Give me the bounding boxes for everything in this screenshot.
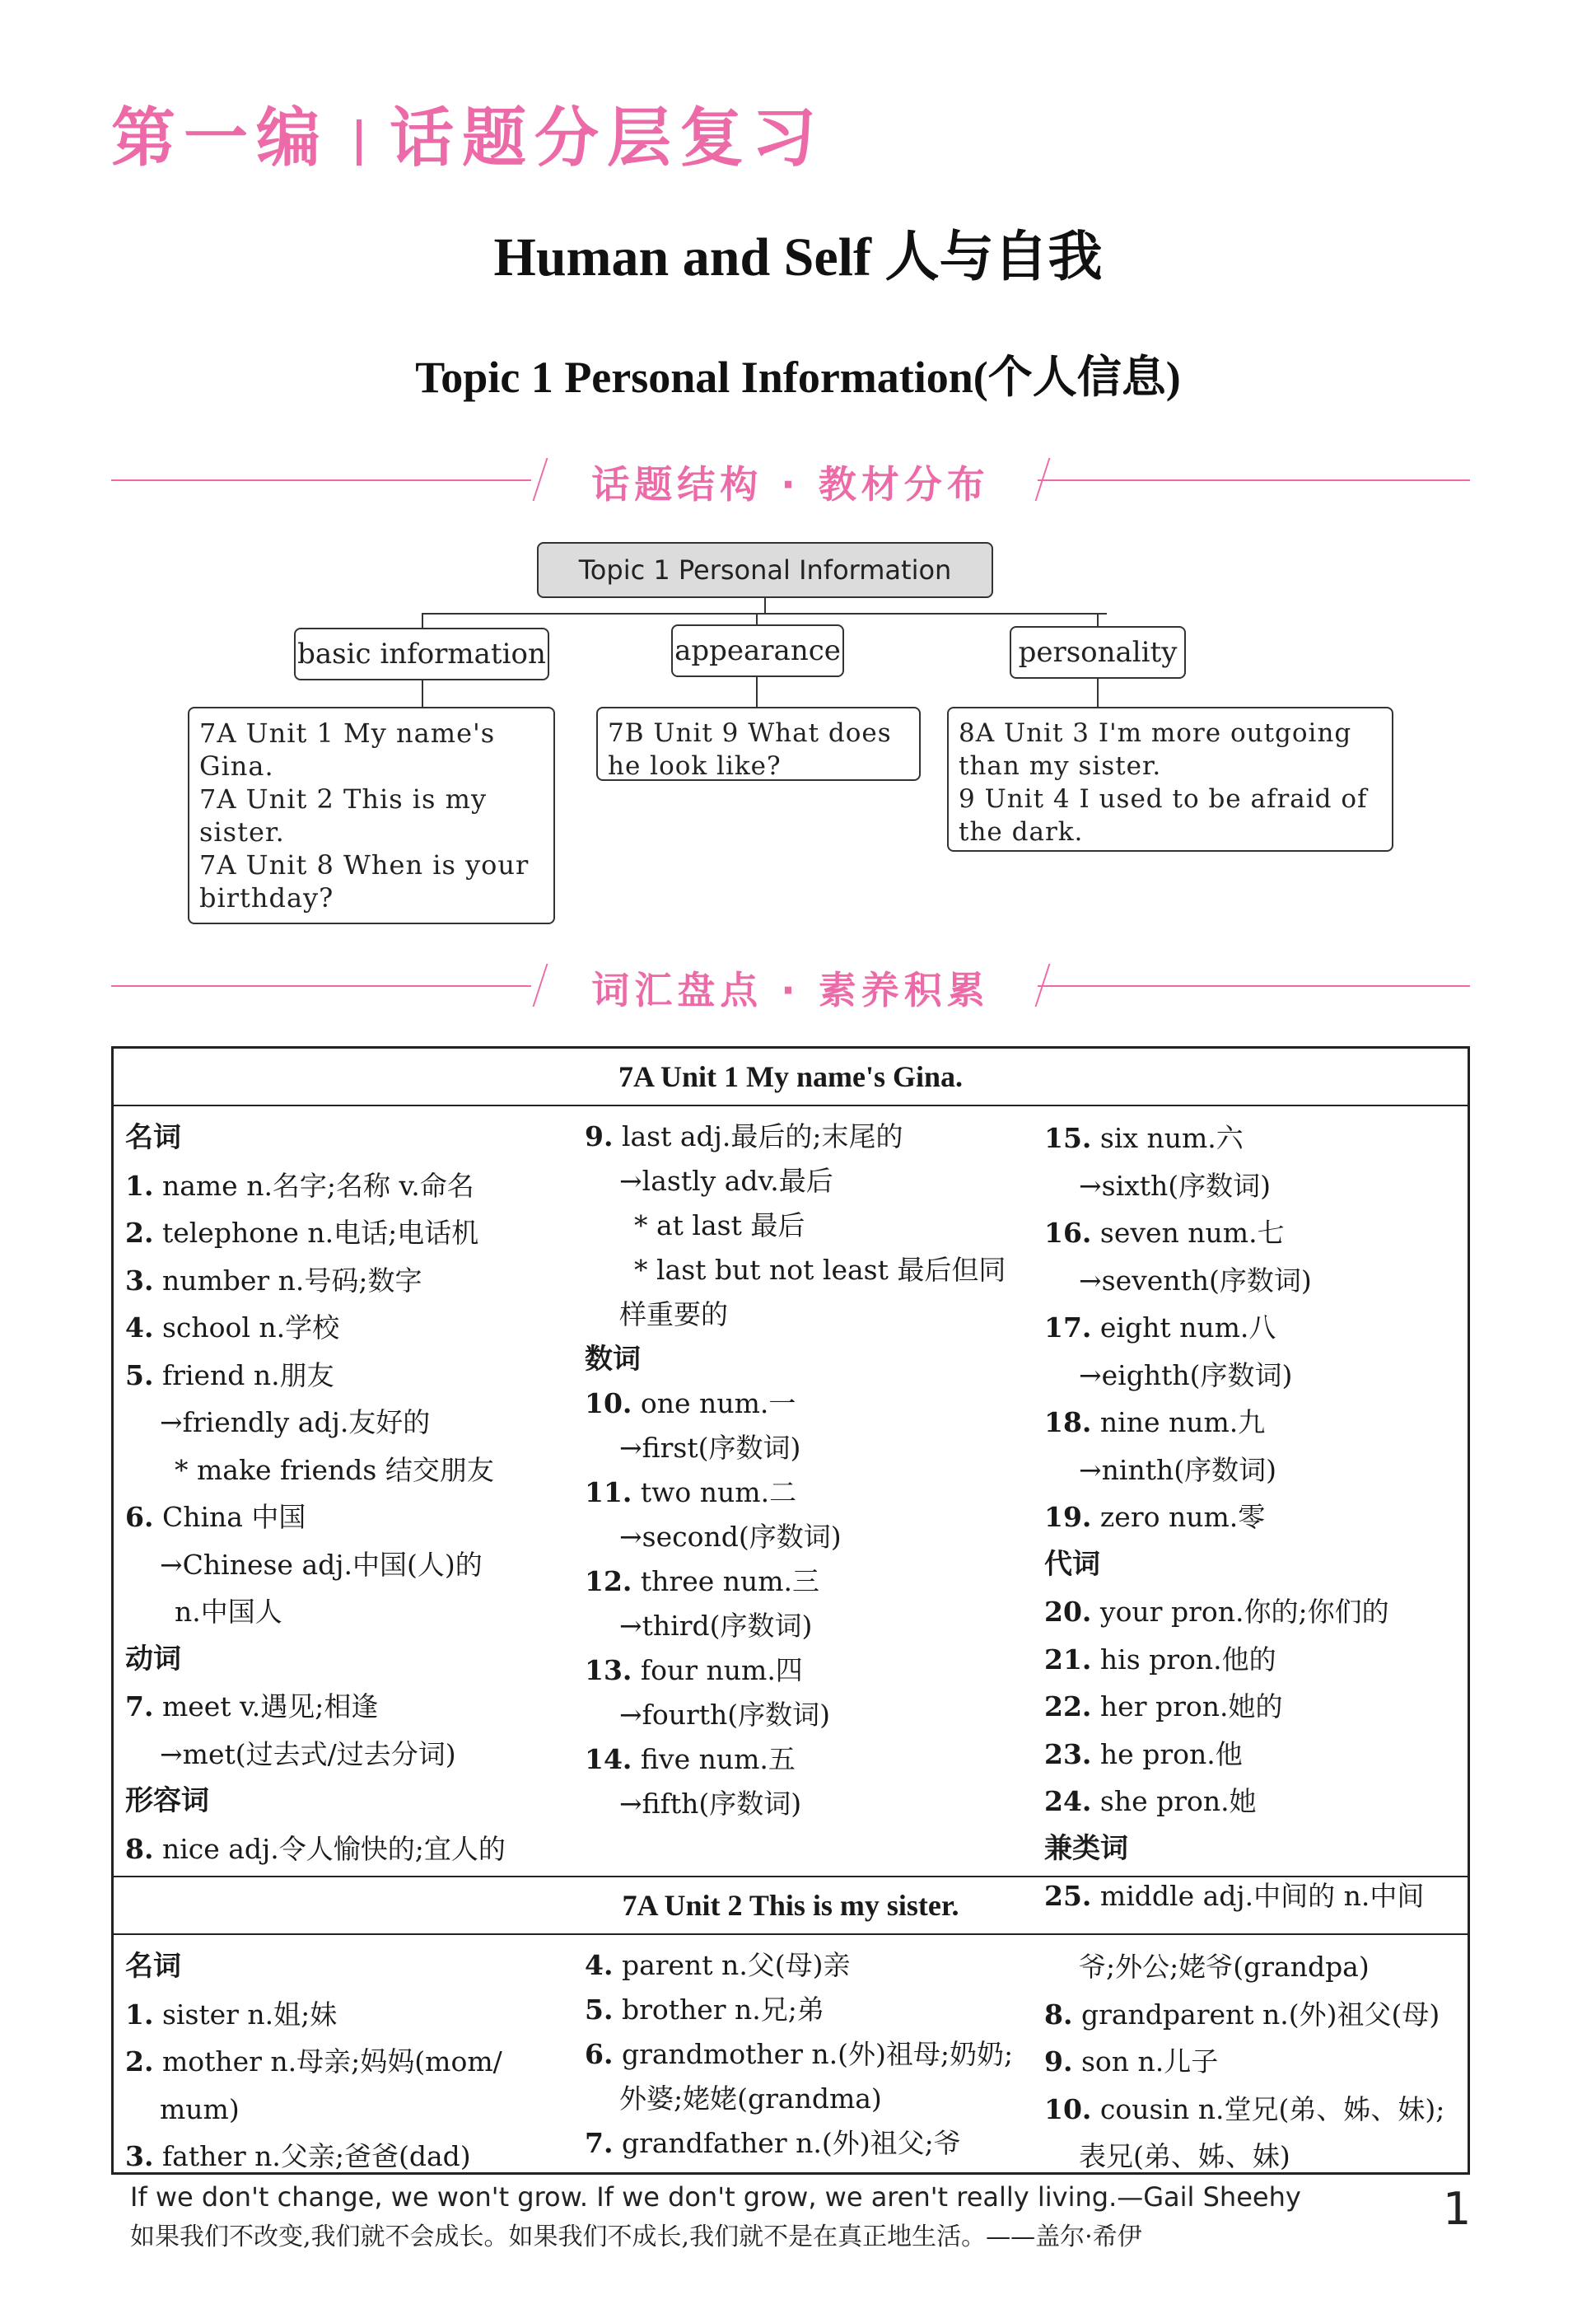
vocab-item <box>1044 1115 1464 1162</box>
item-text: two num.二 <box>640 1476 797 1508</box>
banner-title: 话题结构 · 教材分布 <box>591 462 990 507</box>
connector <box>422 613 423 629</box>
item-number: 6. <box>125 1501 154 1533</box>
item-number: 3. <box>125 1264 154 1297</box>
item-text: brother n.兄;弟 <box>621 1993 824 2026</box>
diagram-root: Topic 1 Personal Information <box>537 542 993 598</box>
item-text: three num.三 <box>640 1565 820 1597</box>
part-header <box>111 86 824 179</box>
item-number: 21. <box>1044 1643 1092 1676</box>
banner-line-right <box>1038 479 1470 481</box>
item-number: 5. <box>585 1993 614 2026</box>
item-number: 11. <box>585 1476 632 1508</box>
unit1-col3 <box>1044 1115 1464 1920</box>
vocab-item <box>1044 1399 1464 1447</box>
banner-line-left <box>111 479 531 481</box>
vocab-subitem: 爷;外公;姥爷(grandpa) <box>1079 1951 1370 1983</box>
unit2-col3 <box>1044 1943 1464 2180</box>
vocab-item <box>1044 1493 1464 1541</box>
leaf-basic-information <box>188 707 555 924</box>
vocab-table <box>111 1046 1470 2175</box>
leaf-line: Gina. <box>199 750 274 782</box>
vocab-item <box>125 1683 570 1731</box>
item-text: his pron.他的 <box>1099 1643 1276 1676</box>
item-number: 22. <box>1044 1690 1092 1722</box>
item-text: telephone n.电话;电话机 <box>161 1217 479 1249</box>
item-text: she pron.她 <box>1099 1785 1257 1817</box>
item-text: grandmother n.(外)祖母;奶奶; <box>621 2038 1014 2070</box>
item-number: 20. <box>1044 1596 1092 1628</box>
item-number: 7. <box>125 1690 154 1722</box>
item-number: 7. <box>585 2127 614 2159</box>
vocab-item <box>585 1381 1029 1426</box>
vocab-item <box>585 1648 1029 1693</box>
vocab-item <box>125 1162 570 1210</box>
vocab-subitem: →fourth(序数词) <box>619 1699 831 1731</box>
item-text: five num.五 <box>640 1743 796 1775</box>
item-text: number n.号码;数字 <box>161 1264 422 1297</box>
table-divider <box>114 1933 1468 1935</box>
item-number: 14. <box>585 1743 632 1775</box>
vocab-item <box>125 2038 570 2086</box>
vocab-subitem: →lastly adv.最后 <box>619 1165 833 1197</box>
item-number: 25. <box>1044 1880 1092 1912</box>
connector <box>1097 679 1099 707</box>
vocab-subitem: mum) <box>160 2092 240 2125</box>
banner-line-left <box>111 985 531 987</box>
category-label: 兼类词 <box>1044 1831 1128 1865</box>
leaf-line: birthday? <box>199 882 334 914</box>
vocab-item <box>1044 1731 1464 1778</box>
vocab-item <box>585 2121 1029 2166</box>
vocab-subitem: * make friends 结交朋友 <box>175 1453 494 1486</box>
item-number: 19. <box>1044 1501 1092 1533</box>
item-text: last adj.最后的;末尾的 <box>621 1120 903 1152</box>
item-text: meet v.遇见;相逢 <box>161 1690 379 1722</box>
vocab-subitem: →sixth(序数词) <box>1079 1169 1272 1202</box>
vocab-subitem: →fifth(序数词) <box>619 1788 802 1820</box>
vocab-item <box>585 2032 1029 2077</box>
vocab-item <box>125 1304 570 1352</box>
item-text: your pron.你的;你们的 <box>1099 1596 1389 1628</box>
part-divider <box>357 119 362 166</box>
item-text: nice adj.令人愉快的;宜人的 <box>161 1832 506 1865</box>
category-label: 形容词 <box>125 1784 209 1817</box>
vocab-subitem: 样重要的 <box>619 1298 728 1330</box>
vocab-item <box>1044 1209 1464 1257</box>
item-text: he pron.他 <box>1099 1737 1243 1770</box>
vocab-item <box>585 1470 1029 1515</box>
vocab-item <box>125 1352 570 1400</box>
banner-title: 词汇盘点 · 素养积累 <box>591 968 990 1012</box>
item-number: 6. <box>585 2038 614 2070</box>
vocab-subitem: →met(过去式/过去分词) <box>160 1737 456 1770</box>
item-text: school n.学校 <box>161 1311 340 1344</box>
vocab-subitem: * at last 最后 <box>634 1209 805 1241</box>
unit1-col2 <box>585 1115 1029 1826</box>
item-text: son n.儿子 <box>1080 2045 1219 2078</box>
connector <box>764 598 766 613</box>
item-number: 4. <box>125 1311 154 1344</box>
banner-slash-left <box>533 964 548 1007</box>
item-text: eight num.八 <box>1099 1311 1276 1344</box>
unit1-col1 <box>125 1115 570 1872</box>
main-title: Human and Self 人与自我 <box>493 227 1103 287</box>
vocab-item <box>1044 2038 1464 2086</box>
vocab-item <box>585 1988 1029 2032</box>
unit2-col1 <box>125 1943 570 2180</box>
item-number: 15. <box>1044 1122 1092 1154</box>
vocab-subitem: →Chinese adj.中国(人)的 <box>160 1548 483 1581</box>
item-number: 24. <box>1044 1785 1092 1817</box>
item-number: 9. <box>585 1120 614 1152</box>
item-text: parent n.父(母)亲 <box>621 1949 851 1981</box>
leaf-line: 8A Unit 3 I'm more outgoing <box>959 718 1352 748</box>
footer-quote-en: If we don't change, we won't grow. If we don't grow, we aren't really living.—Gail Sheehy <box>130 2181 1301 2213</box>
vocab-subitem: n.中国人 <box>175 1596 282 1628</box>
category-label: 动词 <box>125 1642 181 1676</box>
leaf-line: than my sister. <box>959 751 1162 781</box>
structure-banner <box>111 451 1470 509</box>
leaf-line: 7A Unit 2 This is my <box>199 783 488 815</box>
leaf-appearance <box>596 707 921 781</box>
category-personality: personality <box>1010 626 1186 679</box>
leaf-line: the dark. <box>959 817 1084 847</box>
leaf-line: sister. <box>199 816 285 848</box>
category-label: 名词 <box>125 1950 181 1983</box>
topic-title: Topic 1 Personal Information(个人信息) <box>415 353 1181 402</box>
vocab-item <box>585 1737 1029 1782</box>
connector <box>422 680 423 707</box>
item-number: 23. <box>1044 1737 1092 1770</box>
leaf-line: he look like? <box>608 751 782 781</box>
item-text: friend n.朋友 <box>161 1358 334 1391</box>
item-text: mother n.母亲;妈妈(mom/ <box>161 2045 502 2078</box>
unit2-col2 <box>585 1943 1029 2166</box>
item-text: four num.四 <box>640 1654 803 1686</box>
vocab-item <box>125 1493 570 1541</box>
item-number: 12. <box>585 1565 632 1597</box>
vocab-subitem: * last but not least 最后但同 <box>634 1254 1006 1286</box>
connector <box>756 677 758 707</box>
vocab-subitem: 外婆;姥姥(grandma) <box>619 2082 882 2115</box>
leaf-line: 7B Unit 9 What does <box>608 718 892 748</box>
vocab-item <box>125 1991 570 2039</box>
item-text: zero num.零 <box>1099 1501 1266 1533</box>
vocab-subitem: →third(序数词) <box>619 1610 813 1642</box>
item-text: seven num.七 <box>1099 1217 1285 1249</box>
leaf-line: 9 Unit 4 I used to be afraid of <box>959 784 1368 814</box>
vocab-item <box>1044 1683 1464 1731</box>
item-number: 13. <box>585 1654 632 1686</box>
item-text: father n.父亲;爸爸(dad) <box>161 2140 471 2172</box>
category-appearance: appearance <box>671 624 844 677</box>
vocab-item <box>125 1209 570 1257</box>
item-number: 16. <box>1044 1217 1092 1249</box>
item-number: 2. <box>125 1217 154 1249</box>
item-number: 10. <box>1044 2092 1092 2125</box>
item-text: name n.名字;名称 v.命名 <box>161 1169 474 1202</box>
item-number: 4. <box>585 1949 614 1981</box>
unit1-heading: 7A Unit 1 My name's Gina. <box>618 1060 964 1093</box>
vocab-banner <box>111 957 1470 1015</box>
item-text: grandfather n.(外)祖父;爷 <box>621 2127 961 2159</box>
vocab-item <box>125 2133 570 2180</box>
item-text: China 中国 <box>161 1501 306 1533</box>
item-number: 8. <box>125 1832 154 1865</box>
item-text: grandparent n.(外)祖父(母) <box>1080 1998 1440 2031</box>
vocab-item <box>125 1257 570 1305</box>
item-number: 18. <box>1044 1406 1092 1438</box>
footer-quote-cn: 如果我们不改变,我们就不会成长。如果我们不成长,我们就不是在真正地生活。——盖尔·希伊 <box>130 2223 1142 2251</box>
vocab-item <box>1044 1588 1464 1636</box>
unit2-heading: 7A Unit 2 This is my sister. <box>622 1889 959 1922</box>
vocab-subitem: →ninth(序数词) <box>1079 1453 1276 1486</box>
table-divider <box>114 1105 1468 1106</box>
vocab-subitem: →first(序数词) <box>619 1432 801 1464</box>
item-text: sister n.姐;妹 <box>161 1998 338 2031</box>
vocab-subitem: 表兄(弟、姊、妹) <box>1079 2140 1290 2172</box>
item-number: 3. <box>125 2140 154 2172</box>
vocab-subitem: →friendly adj.友好的 <box>160 1406 431 1438</box>
item-number: 1. <box>125 1169 154 1202</box>
category-label: 代词 <box>1044 1547 1100 1581</box>
item-text: nine num.九 <box>1099 1406 1266 1438</box>
item-number: 17. <box>1044 1311 1092 1344</box>
vocab-item <box>585 1943 1029 1988</box>
item-number: 1. <box>125 1998 154 2031</box>
item-number: 9. <box>1044 2045 1073 2078</box>
part-title: 话题分层复习 <box>390 101 825 175</box>
leaf-personality <box>947 707 1393 852</box>
item-text: one num.一 <box>640 1387 796 1419</box>
category-label: 名词 <box>125 1121 181 1154</box>
vocab-item <box>1044 1304 1464 1352</box>
vocab-item <box>125 1825 570 1873</box>
banner-slash-left <box>533 458 548 501</box>
item-number: 8. <box>1044 1998 1073 2031</box>
item-text: cousin n.堂兄(弟、姊、妹); <box>1099 2092 1445 2125</box>
page-number: 1 <box>1443 2183 1472 2235</box>
vocab-subitem: →seventh(序数词) <box>1079 1264 1312 1297</box>
vocab-subitem: →second(序数词) <box>619 1521 842 1553</box>
part-label: 第一编 <box>111 101 329 175</box>
item-text: six num.六 <box>1099 1122 1244 1154</box>
banner-line-right <box>1038 985 1470 987</box>
vocab-item <box>585 1559 1029 1604</box>
vocab-item <box>1044 2086 1464 2134</box>
item-number: 2. <box>125 2045 154 2078</box>
item-number: 5. <box>125 1358 154 1391</box>
item-number: 10. <box>585 1387 632 1419</box>
category-label: 数词 <box>585 1343 641 1376</box>
category-basic-information: basic information <box>294 628 549 680</box>
vocab-item <box>585 1115 1029 1159</box>
item-text: her pron.她的 <box>1099 1690 1283 1722</box>
connector <box>422 613 1107 615</box>
vocab-item <box>1044 1636 1464 1684</box>
leaf-line: 7A Unit 8 When is your <box>199 849 530 881</box>
vocab-item <box>1044 1991 1464 2039</box>
leaf-line: 7A Unit 1 My name's <box>199 717 496 749</box>
item-text: middle adj.中间的 n.中间 <box>1099 1880 1425 1912</box>
vocab-subitem: →eighth(序数词) <box>1079 1358 1293 1391</box>
vocab-item <box>1044 1778 1464 1825</box>
